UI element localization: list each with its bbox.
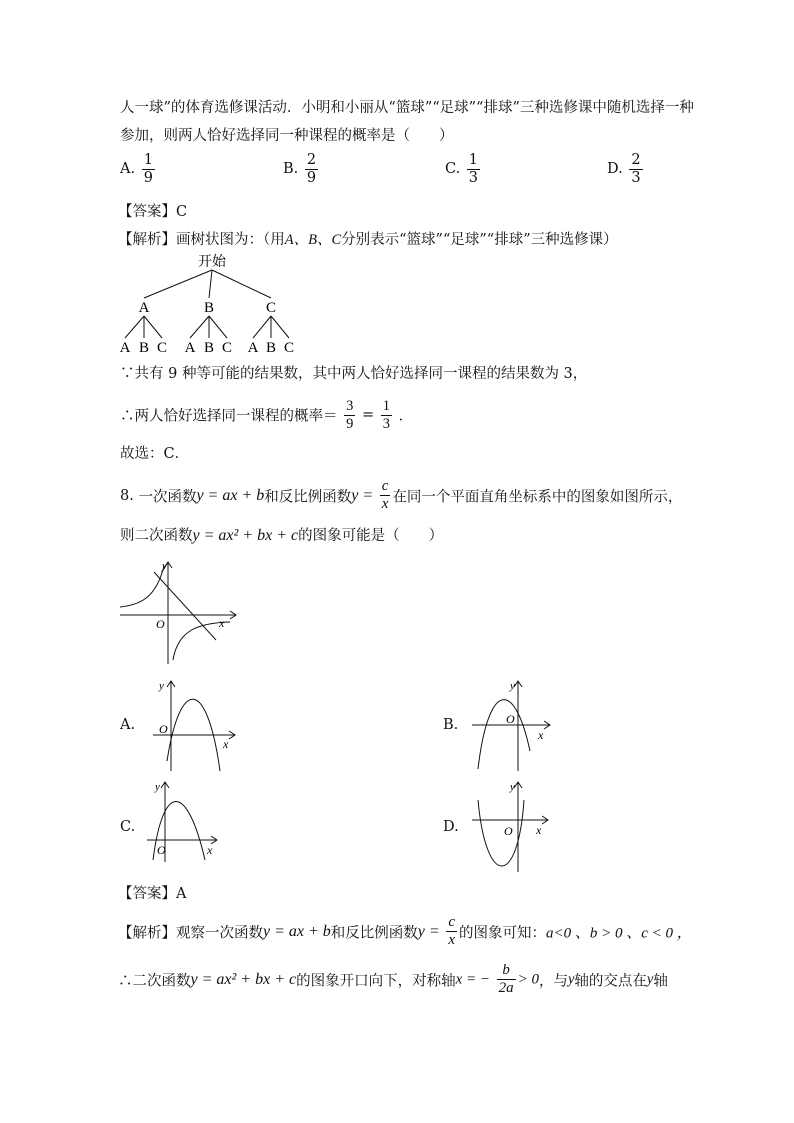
q8-option-b-graph[interactable] [468, 677, 558, 773]
tree-node-b: B [203, 300, 215, 316]
x-label: x [207, 843, 213, 857]
option-label: B. [283, 161, 299, 178]
origin-label: O [156, 617, 165, 631]
parabola-b [478, 700, 530, 769]
hyperbola-branch-left [120, 566, 164, 607]
tree-diagram [110, 252, 310, 356]
fraction: $\frac{1}{3}$ [468, 152, 479, 186]
q8-answer: 【答案】A [118, 886, 187, 902]
tree-leaf: B [138, 340, 150, 356]
origin-label: O [504, 824, 513, 838]
option-label: D. [607, 161, 623, 178]
q8-option-a-label[interactable]: A. [120, 717, 136, 733]
option-label: C. [445, 161, 461, 178]
q8-option-a-graph[interactable] [145, 677, 241, 773]
tree-root: 开始 [198, 254, 226, 270]
y-label: y [155, 781, 160, 793]
q8-stem-line2: 则二次函数y = ax² + bx + c的图象可能是（ ） [120, 527, 444, 544]
x-label: x [538, 728, 544, 742]
tree-leaf: A [119, 340, 131, 356]
q8-analysis-line1: 【解析】观察一次函数y = ax + b和反比例函数y = $\frac{c}{x}$ 的图象可知：a<0 、b > 0 、c < 0 ， [118, 914, 692, 949]
origin-label: O [159, 722, 168, 736]
tree-leaf: B [203, 340, 215, 356]
q7-option-b[interactable] [283, 152, 320, 186]
q8-stem-line1: 8. 一次函数y = ax + b和反比例函数y = $\frac{c}{x}$ 在同一个平面直角坐标系中的图象如图所示， [120, 478, 683, 513]
y-label: y [510, 680, 515, 692]
q7-line1: 人一球”的体育选修课活动．小明和小丽从“篮球”“足球”“排球”三种选修课中随机选择一种 [120, 100, 694, 116]
tree-leaf: C [283, 340, 295, 356]
x-label: x [219, 616, 225, 630]
q8-option-c-graph[interactable] [145, 778, 225, 864]
q7-analysis: 【解析】画树状图为：（用A、B、C分别表示“篮球”“足球”“排球”三种选修课） [118, 232, 618, 248]
tree-leaf: C [221, 340, 233, 356]
q8-option-d-graph[interactable] [468, 778, 554, 874]
tree-leaf: A [247, 340, 259, 356]
x-label: x [536, 823, 542, 837]
tree-node-c: C [265, 300, 277, 316]
q8-option-c-label[interactable]: C. [120, 819, 136, 835]
q7-option-a[interactable] [120, 152, 157, 186]
q7-choose: 故选：C． [120, 446, 190, 462]
fraction: $\frac{2}{9}$ [306, 152, 317, 186]
x-label: x [223, 737, 229, 751]
parabola-d [478, 800, 524, 866]
option-label: A. [120, 161, 136, 178]
q8-option-d-label[interactable]: D. [443, 819, 459, 835]
q8-analysis-line2: ∴二次函数y = ax² + bx + c的图象开口向下，对称轴x = − $\frac{b}{2a}$ > 0，与y轴的交点在y轴 [118, 962, 668, 997]
q7-answer: 【答案】C [118, 204, 188, 220]
tree-leaf: B [265, 340, 277, 356]
q7-option-d[interactable] [607, 152, 645, 186]
tree-leaf: C [156, 340, 168, 356]
q7-therefore: ∴两人恰好选择同一课程的概率＝ $\frac{3}{9}$ = $\frac{1}{3}$ ． [120, 398, 414, 432]
origin-label: O [506, 712, 515, 726]
fraction: $\frac{1}{9}$ [143, 152, 153, 186]
q7-option-c[interactable] [445, 152, 482, 186]
q8-option-b-label[interactable]: B. [443, 717, 459, 733]
tree-node-a: A [138, 300, 150, 316]
tree-leaf: A [184, 340, 196, 356]
y-label: y [162, 560, 167, 572]
y-label: y [510, 781, 515, 793]
y-label: y [159, 680, 164, 692]
origin-label: O [157, 843, 166, 857]
fraction: $\frac{2}{3}$ [631, 152, 641, 186]
q7-because: ∵共有 9 种等可能的结果数，其中两人恰好选择同一课程的结果数为 3， [120, 366, 588, 382]
q7-line2: 参加，则两人恰好选择同一种课程的概率是（ ） [120, 128, 454, 144]
q8-given-graph [118, 560, 238, 666]
